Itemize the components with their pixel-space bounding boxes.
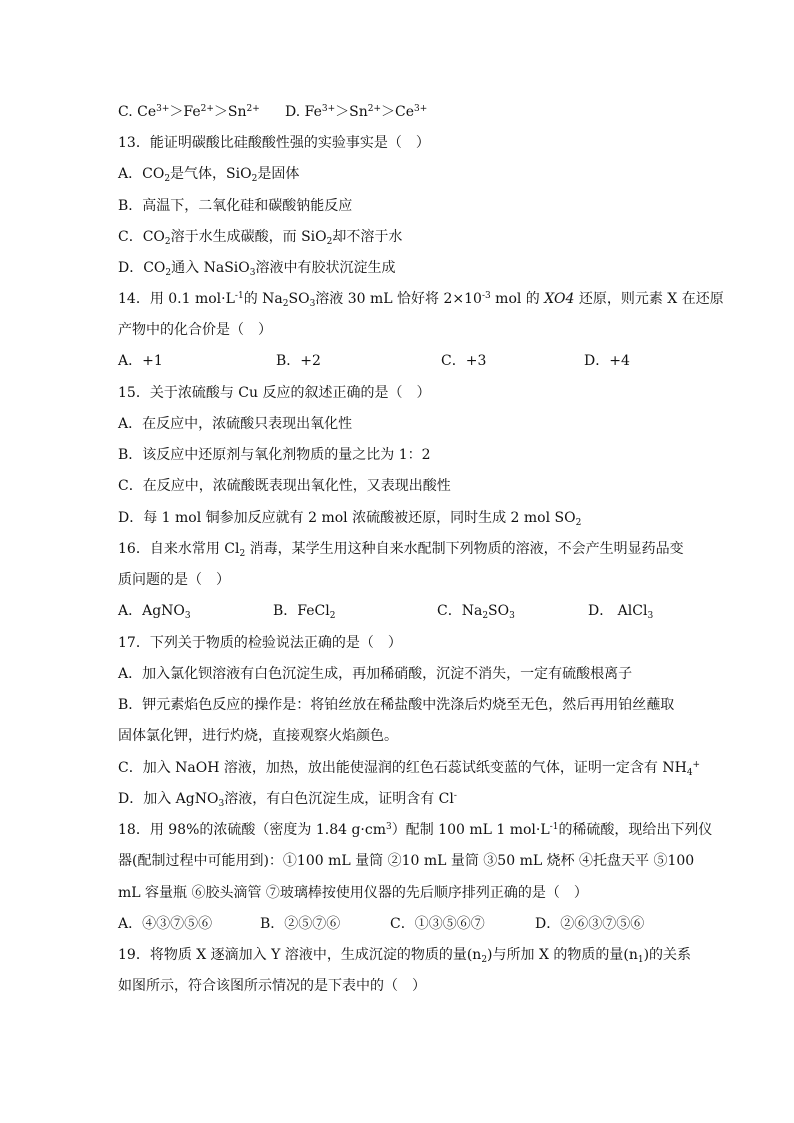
- q14-option-c: C．+3: [441, 353, 487, 369]
- q18-option-b: B．②⑤⑦⑥: [260, 916, 341, 932]
- q16-option-d: D． AlCl$_3$: [588, 603, 654, 621]
- q14-option-a: A．+1: [118, 353, 163, 369]
- q17-option-c: C．加入 NaOH 溶液，加热，放出能使湿润的红色石蕊试纸变蓝的气体，证明一定含有 $NH_4^+$: [118, 760, 701, 778]
- q15-option-b: B．该反应中还原剂与氧化剂物质的量之比为 1：2: [118, 447, 431, 463]
- q17-option-b: B．钾元素焰色反应的操作是：将铂丝放在稀盐酸中洗涤后灼烧至无色，然后再用铂丝蘸取: [118, 697, 675, 713]
- q16-options: [118, 600, 688, 622]
- q16-stem-cont: 质问题的是（ ）: [118, 572, 230, 588]
- q13-option-a: A．$CO_2$是气体，SiO$_2$是固体: [118, 166, 300, 184]
- q18-stem-cont-1: 器(配制过程中可能用到)：①100 mL 量筒 ②10 mL 量筒 ③50 mL 烧杯 ④托盘天平 ⑤100: [118, 853, 695, 869]
- q18-option-d: D．②⑥③⑦⑤⑥: [535, 916, 645, 932]
- q19-stem-cont: 如图所示，符合该图所示情况的是下表中的（ ）: [118, 978, 426, 994]
- q12-option-d: D. $Fe^{3+}>Sn^{2+}>Ce^{3+}$: [285, 104, 428, 120]
- q13-option-d: D．$CO_2$通入 NaSiO$_3$溶液中有胶状沉淀生成: [118, 260, 396, 278]
- q16-option-a: A．AgNO$_3$: [118, 603, 191, 621]
- q15-option-c: C．在反应中，浓硫酸既表现出氧化性，又表现出酸性: [118, 478, 451, 494]
- q15-option-d: D．每 1 mol 铜参加反应就有 2 mol 浓硫酸被还原，同时生成 2 mol $SO_2$: [118, 510, 582, 528]
- q12-option-c: C. $Ce^{3+}>Fe^{2+}>Sn^{2+}$: [118, 104, 260, 120]
- q14-option-b: B．+2: [276, 353, 321, 369]
- q18-options: [118, 913, 688, 935]
- q18-option-c: C．①③⑤⑥⑦: [390, 916, 485, 932]
- q14-option-d: D．+4: [584, 353, 630, 369]
- q12-options-cd: [118, 101, 688, 123]
- q16-option-b: B．FeCl$_2$: [273, 603, 336, 621]
- q16-option-c: C．$Na_2SO_3$: [437, 603, 515, 621]
- q14-stem: 14．用 0.1 $mol\cdot L^{-1}$的 $Na_2SO_3$溶液 30 mL 恰好将 $2\times 10^{-3}$ mol 的 XO4 还原，则元素 X 在还原: [118, 291, 724, 309]
- q17-option-b-cont: 固体氯化钾，进行灼烧，直接观察火焰颜色。: [118, 728, 398, 744]
- q15-stem: 15．关于浓硫酸与 Cu 反应的叙述正确的是（ ）: [118, 385, 431, 401]
- q18-stem-cont-2: mL 容量瓶 ⑥胶头滴管 ⑦玻璃棒按使用仪器的先后顺序排列正确的是（ ）: [118, 885, 588, 901]
- q16-stem: 16．自来水常用 $Cl_2$ 消毒，某学生用这种自来水配制下列物质的溶液，不会产生明显药品变: [118, 541, 684, 559]
- q14-options: [118, 350, 688, 372]
- q17-option-d: D．加入 AgNO$_3$溶液，有白色沉淀生成，证明含有 Cl-: [118, 791, 457, 809]
- q14-stem-cont: 产物中的化合价是（ ）: [118, 322, 272, 338]
- q13-option-c: C．$CO_2$溶于水生成碳酸，而 SiO$_2$却不溶于水: [118, 229, 403, 247]
- q15-option-a: A．在反应中，浓硫酸只表现出氧化性: [118, 416, 353, 432]
- q13-option-b: B．高温下，二氧化硅和碳酸钠能反应: [118, 198, 353, 214]
- q18-stem: 18．用 98%的浓硫酸（密度为 1.84 $g\cdot cm^3$）配制 100 mL 1 $mol\cdot L^{-1}$的稀硫酸，现给出下列仪: [118, 822, 713, 838]
- q19-stem: 19．将物质 X 逐滴加入 Y 溶液中，生成沉淀的物质的量$(n_2)$与所加 X 的物质的量$(n_1)$的关系: [118, 947, 692, 965]
- q17-stem: 17．下列关于物质的检验说法正确的是（ ）: [118, 635, 402, 651]
- q13-stem: 13．能证明碳酸比硅酸酸性强的实验事实是（ ）: [118, 135, 430, 151]
- q18-option-a: A．④③⑦⑤⑥: [118, 916, 213, 932]
- q17-option-a: A．加入氯化钡溶液有白色沉淀生成，再加稀硝酸，沉淀不消失，一定有硫酸根离子: [118, 666, 633, 682]
